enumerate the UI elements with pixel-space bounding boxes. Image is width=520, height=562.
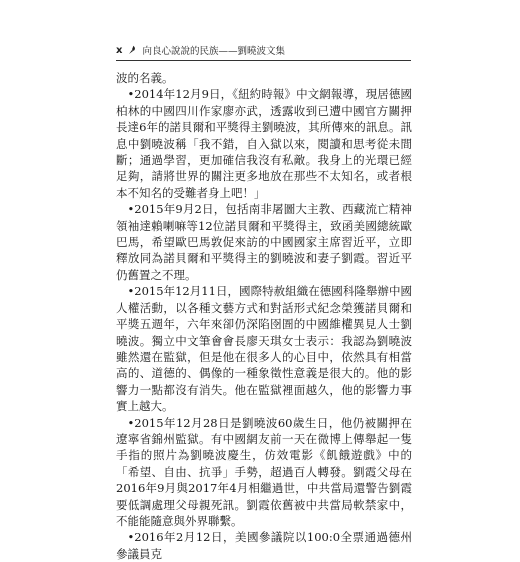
paragraph-2015-12-11: •2015年12月11日，國際特赦組織在德國科隆舉辦中國人權活動，以各種文藝方式和對話形式紀念榮獲諾貝爾和平獎五週年，六年來卻仍深陷囹圄的中國維權異見人士劉曉波。獨立中文筆會會長廖天琪女士表示：我認為劉曉波雖然還在監獄，但是他在很多人的心目中，依然具有相當高的、道德的、偶像的一種象徵性意義是很大的。他的影響力一點都沒有消失。他在監獄裡面越久，他的影響力事實上越大。: [116, 284, 412, 414]
running-header: [116, 40, 416, 60]
running-title: 向良心說說的民族——劉曉波文集: [142, 46, 285, 57]
page-marker: x: [116, 44, 123, 56]
paragraph-2015-12-28: •2015年12月28日是劉曉波60歲生日，他仍被關押在遼寧省錦州監獄。有中國網友前一天在微博上傳舉起一隻手指的照片為劉曉波慶生，仿效電影《飢餓遊戲》中的「希望、自由、抗爭」手勢，超過百人轉發。劉霞父母在2016年9月與2017年4月相繼過世，中共當局還警告劉霞要低調處理父母親死訊。劉霞依舊被中共當局軟禁家中，不能能隨意與外界聯繫。: [116, 415, 412, 528]
paragraph-2014-12-09: •2014年12月9日，《紐約時報》中文網報導，現居德國柏林的中國四川作家廖亦武，透露收到已遭中國官方關押長達6年的諾貝爾和平獎得主劉曉波，其所傳來的訊息。訊息中劉曉波稱「我不錯，自入獄以來，閱讀和思考從未間斷；通過學習，更加確信我沒有私敵。我身上的光環已經足夠，請將世界的關注更多地放在那些不太知名，或者根本不知名的受難者身上吧！」: [116, 87, 412, 200]
header-rule: [116, 60, 411, 61]
body-text: [116, 70, 412, 562]
paragraph-2015-09-02: •2015年9月2日，包括南非屠圖大主教、西藏流亡精神領袖達賴喇嘛等12位諾貝爾和平獎得主，致函美國總統歐巴馬，希望歐巴馬敦促來訪的中國國家主席習近平，立即釋放同為諾貝爾和平獎得主的劉曉波和妻子劉霞。習近平仍舊置之不理。: [116, 202, 412, 282]
paragraph-2016-02-12: •2016年2月12日，美國參議院以100:0全票通過德州參議員克: [116, 530, 412, 561]
torch-icon: [127, 45, 137, 55]
paragraph-continuation: 波的名義。: [116, 71, 174, 85]
